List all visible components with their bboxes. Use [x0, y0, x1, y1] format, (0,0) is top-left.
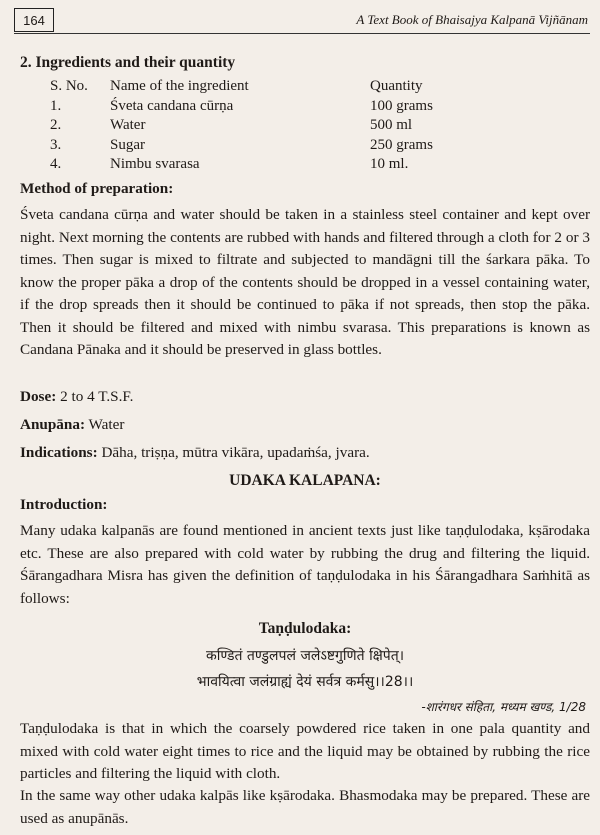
- udaka-heading: UDAKA KALAPANA:: [229, 472, 381, 489]
- indications-line: [20, 444, 370, 462]
- table-row: [50, 98, 490, 118]
- table-row: [50, 117, 490, 137]
- row-qty: 500 ml: [370, 117, 413, 133]
- row-qty: 250 grams: [370, 136, 433, 153]
- row-name: Sugar: [110, 136, 145, 153]
- introduction-title: Introduction:: [20, 496, 108, 513]
- indications-value: Dāha, triṣṇa, mūtra vikāra, upadaṁśa, jvara.: [101, 444, 370, 461]
- tandulodaka-definition: Taṇḍulodaka is that in which the coarsely powdered rice taken in one pala quantity and mixed with cold water eight times to rice and the liquid may be obtained by rubbing the rice particles and filtering the liquid with cloth.: [20, 720, 590, 782]
- running-title: A Text Book of Bhaisajya Kalpanā Vijñānam: [356, 12, 588, 27]
- row-no: 2.: [50, 117, 62, 133]
- method-title: Method of preparation:: [20, 180, 174, 197]
- method-text: Śveta candana cūrṇa and water should be taken in a stainless steel container and kept over night. Next morning the contents are rubbed with hands and filtered through a cloth for 2 or 3 times. Then sugar is mixed to filtrate and subjected to mandāgni till the śarkara pāka. To know the proper pāka a drop of the contents should be dropped in a vessel containing water, if the drop spreads then it should be continued to pāka if not spreads, then stop the pāka. Then it should be filtered and mixed with nimbu svarasa. This preparations is known as Candana Pānaka and it should be preserved in glass bottles.: [20, 206, 590, 358]
- indications-label: Indications:: [20, 444, 98, 461]
- col-name: Name of the ingredient: [110, 78, 249, 94]
- verse-title: Taṇḍulodaka:: [258, 620, 352, 637]
- row-name: Nimbu svarasa: [110, 156, 200, 172]
- col-quantity: Quantity: [370, 78, 423, 94]
- verse-line-2: भावयित्वा जलंग्राह्यं देयं सर्वत्र कर्मसु।।28।।: [196, 674, 414, 690]
- row-no: 4.: [50, 156, 62, 172]
- table-row: [50, 137, 490, 157]
- verse-citation: -शारंगधर संहिता, मध्यम खण्ड, 1/28: [421, 700, 586, 714]
- row-qty: 10 ml.: [370, 156, 409, 172]
- row-no: 1.: [50, 97, 62, 114]
- row-name: Water: [110, 117, 146, 133]
- ingredients-title: 2. Ingredients and their quantity: [20, 54, 236, 71]
- verse-line-1: कण्डितं तण्डुलपलं जलेऽष्टगुणिते क्षिपेत्।: [205, 648, 404, 664]
- closing-text: In the same way other udaka kalpās like kṣārodaka. Bhasmodaka may be prepared. These are used as anupānās.: [20, 787, 590, 827]
- anupana-value: Water: [88, 416, 125, 433]
- row-name: Śveta candana cūrṇa: [110, 97, 234, 114]
- header-rule: [14, 33, 590, 34]
- ingredients-table: [50, 78, 490, 176]
- row-qty: 100 grams: [370, 97, 433, 114]
- row-no: 3.: [50, 136, 62, 153]
- table-row: [50, 156, 490, 176]
- page-number: 164: [14, 8, 54, 32]
- col-sno: S. No.: [50, 78, 88, 94]
- dose-label: Dose:: [20, 388, 57, 405]
- table-header-row: [50, 78, 490, 98]
- introduction-text: Many udaka kalpanās are found mentioned in ancient texts just like taṇḍulodaka, kṣārodaka etc. These are also prepared with cold water by rubbing the drug and filtering the liquid. Śārangadhara Misra has given the definition of taṇḍulodaka in his Śārangadhara Saṁhitā as follows:: [20, 522, 590, 607]
- dose-value: 2 to 4 T.S.F.: [60, 388, 134, 405]
- dose-line: [20, 388, 133, 406]
- anupana-label: Anupāna:: [20, 416, 85, 433]
- anupana-line: [20, 416, 124, 434]
